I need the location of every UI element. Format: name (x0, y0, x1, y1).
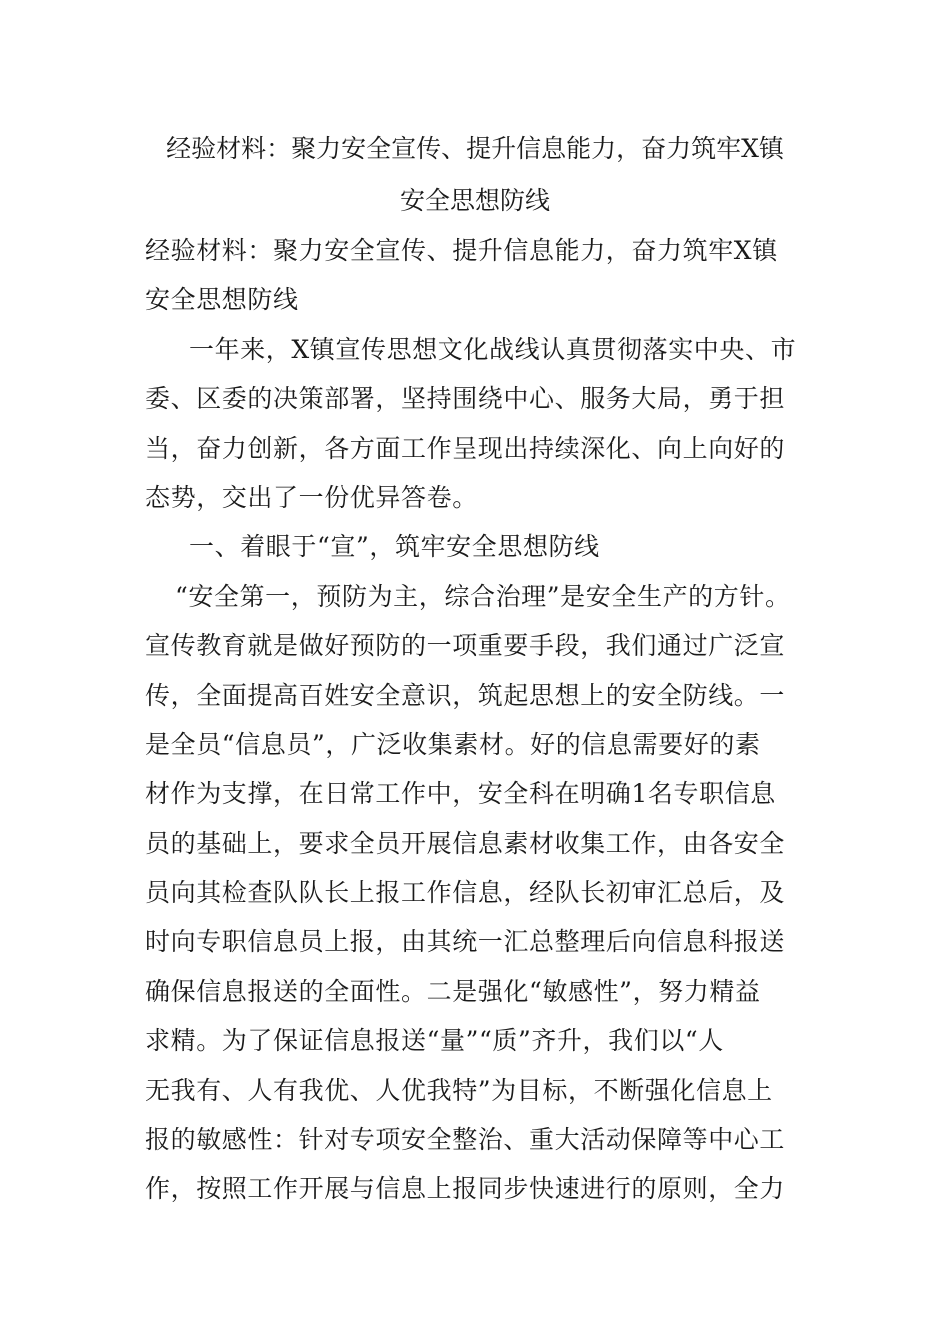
document-body (145, 226, 825, 1214)
document-title-line-2: 安全思想防线 (399, 186, 550, 215)
body-line: 求精。为了保证信息报送“量”“质”齐升，我们以“人 (145, 1026, 724, 1056)
body-line: 材作为支撑，在日常工作中，安全科在明确1名专职信息 (145, 779, 776, 809)
body-line: 安全思想防线 (145, 285, 299, 315)
body-line: 态势，交出了一份优异答卷。 (145, 482, 478, 512)
body-line: 员向其检查队队长上报工作信息，经队长初审汇总后，及 (145, 878, 786, 908)
body-line: 当，奋力创新，各方面工作呈现出持续深化、向上向好的 (145, 433, 786, 463)
document-title-line-1: 经验材料：聚力安全宣传、提升信息能力，奋力筑牢X镇 (166, 134, 784, 163)
body-line: 作，按照工作开展与信息上报同步快速进行的原则，全力 (145, 1174, 786, 1204)
body-line: 无我有、人有我优、人优我特”为目标，不断强化信息上 (145, 1075, 773, 1105)
body-line: 报的敏感性：针对专项安全整治、重大活动保障等中心工 (145, 1125, 786, 1155)
body-line: 时向专职信息员上报，由其统一汇总整理后向信息科报送 (145, 927, 786, 957)
section-heading: 一、着眼于“宣”，筑牢安全思想防线 (189, 532, 600, 562)
body-line: 委、区委的决策部署，坚持围绕中心、服务大局，勇于担 (145, 384, 786, 414)
body-line: 员的基础上，要求全员开展信息素材收集工作，由各安全 (145, 828, 786, 858)
body-line: 确保信息报送的全面性。二是强化“敏感性”，努力精益 (145, 976, 761, 1006)
body-line: 经验材料：聚力安全宣传、提升信息能力，奋力筑牢X镇 (145, 236, 778, 265)
body-line: 一年来，X镇宣传思想文化战线认真贯彻落实中央、市 (189, 334, 797, 364)
body-line: 宣传教育就是做好预防的一项重要手段，我们通过广泛宣 (145, 631, 786, 661)
body-line: 是全员“信息员”，广泛收集素材。好的信息需要好的素 (145, 729, 761, 759)
body-line: “安全第一，预防为主，综合治理”是安全生产的方针。 (175, 581, 791, 611)
body-line: 传，全面提高百姓安全意识，筑起思想上的安全防线。一 (145, 680, 786, 710)
